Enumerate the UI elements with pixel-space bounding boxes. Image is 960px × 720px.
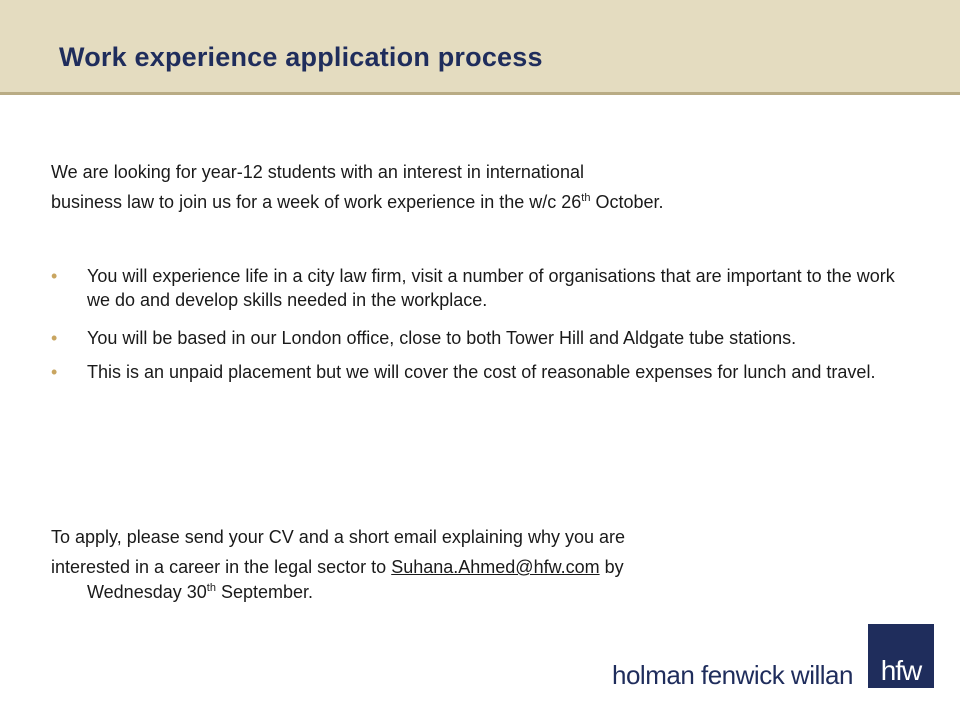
apply-line-2-end: by xyxy=(599,557,624,577)
details-list xyxy=(51,264,901,384)
apply-paragraph xyxy=(51,522,911,605)
intro-date-suffix: th xyxy=(581,192,591,204)
list-item-text: You will experience life in a city law firm, visit a number of organisations that are important to the work we do and develop skills needed in the workplace. xyxy=(87,266,895,310)
deadline-month: September. xyxy=(215,582,314,602)
list-item xyxy=(51,264,901,312)
intro-line-2 xyxy=(51,192,664,212)
list-item-text: You will be based in our London office, close to both Tower Hill and Aldgate tube stations. xyxy=(87,328,797,348)
intro-line-2-text: business law to join us for a week of work experience in the w/c 26 xyxy=(51,192,582,212)
intro-line-2-end: October. xyxy=(590,192,664,212)
list-item xyxy=(51,320,901,357)
intro-paragraph xyxy=(51,157,911,217)
list-item-text: This is an unpaid placement but we will cover the cost of reasonable expenses for lunch and travel. xyxy=(87,362,876,382)
bullet-icon: • xyxy=(51,266,58,286)
deadline-text: Wednesday 30 xyxy=(87,582,207,602)
intro-line-1: We are looking for year-12 students with an interest in international xyxy=(51,162,584,182)
email-link[interactable]: Suhana.Ahmed@hfw.com xyxy=(391,557,600,577)
apply-line-1: To apply, please send your CV and a short email explaining why you are xyxy=(51,527,625,547)
apply-line-2 xyxy=(51,552,911,582)
deadline-suffix: th xyxy=(206,582,216,594)
company-logo-mark: hfw xyxy=(868,624,934,688)
apply-line-2-text: interested in a career in the legal sector to xyxy=(51,557,392,577)
page-title: Work experience application process xyxy=(59,42,543,72)
company-wordmark: holman fenwick willan xyxy=(612,660,853,690)
list-item xyxy=(51,360,901,384)
apply-line-3 xyxy=(51,579,911,605)
bullet-icon: • xyxy=(51,362,58,382)
bullet-icon: • xyxy=(51,328,58,348)
title-bar xyxy=(0,0,960,95)
